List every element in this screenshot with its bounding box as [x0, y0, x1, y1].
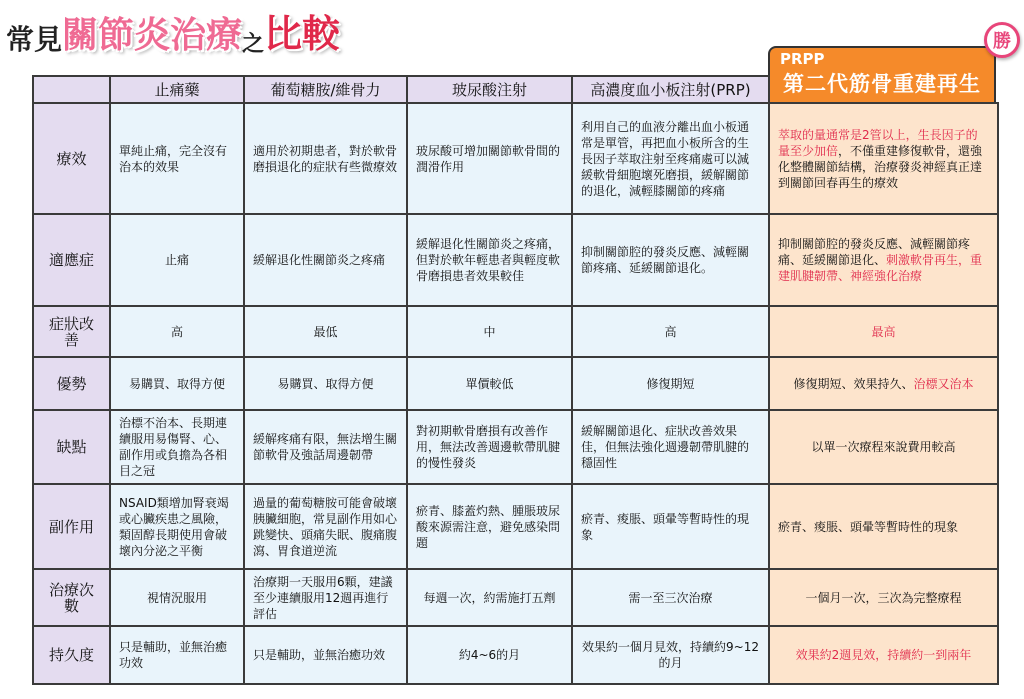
prpp-text: 一個月一次，三次為完整療程	[805, 590, 962, 605]
table-cell: 抑制關節腔的發炎反應、減輕關節疼痛、延緩關節退化。	[572, 214, 769, 306]
prpp-highlight: 治標又治本	[913, 376, 974, 391]
title-part-common: 常見	[6, 23, 63, 56]
table-cell: 緩解疼痛有限，無法增生關節軟骨及強話周邊韌帶	[244, 410, 407, 484]
table-cell: 高	[572, 306, 769, 357]
row-label: 持久度	[33, 626, 110, 684]
prpp-text: 抑制關節腔的發炎反應、減輕關節疼痛、延緩關節退化、	[778, 237, 971, 267]
prpp-cell	[769, 103, 998, 214]
row-label: 治療次數	[33, 569, 110, 626]
table-cell: 需一至三次治療	[572, 569, 769, 626]
table-cell: 只是輔助，並無治癒功效	[110, 626, 244, 684]
prpp-header-small: PRPP	[780, 50, 825, 68]
corner-cell	[33, 76, 110, 103]
table-cell: 只是輔助，並無治癒功效	[244, 626, 407, 684]
table-cell: 適用於初期患者，對於軟骨磨損退化的症狀有些微療效	[244, 103, 407, 214]
title-part-of: 之	[242, 32, 265, 57]
prpp-cell	[769, 357, 998, 410]
prpp-cell	[769, 306, 998, 357]
table-cell: 瘀青、痠脹、頭暈等暫時性的現象	[572, 484, 769, 569]
prpp-cell	[769, 214, 998, 306]
table-cell: 單價較低	[407, 357, 572, 410]
prpp-text: ，不僅重建修復軟骨，還強化整體關節結構，治療發炎神經真正達到關節回春再生的療效	[778, 143, 983, 190]
table-cell: 易購買、取得方便	[110, 357, 244, 410]
table-row	[33, 410, 998, 484]
page-title	[6, 8, 340, 58]
table-cell: 單純止痛，完全沒有治本的效果	[110, 103, 244, 214]
table-cell: 緩解退化性關節炎之疼痛，但對於軟年輕患者與輕度軟骨磨損患者效果較佳	[407, 214, 572, 306]
prpp-highlight: 萃取的量通常是2管以上，生長因子的量至少加倍	[778, 127, 978, 158]
prpp-text: 瘀青、痠脹、頭暈等暫時性的現象	[778, 519, 959, 534]
prpp-cell	[769, 410, 998, 484]
table-cell: 高	[110, 306, 244, 357]
prpp-highlight: 最高	[871, 324, 896, 339]
table-cell: 過量的葡萄糖胺可能會破壞胰臟細胞，常見副作用如心跳變快、頭痛失眠、腹痛腹瀉、胃食道逆流	[244, 484, 407, 569]
header-row	[33, 76, 998, 103]
table-cell: 最低	[244, 306, 407, 357]
table-cell: 治標不治本、長期連續服用易傷腎、心、副作用或負擔為各相目之冠	[110, 410, 244, 484]
row-label: 療效	[33, 103, 110, 214]
table-row	[33, 569, 998, 626]
col-header-prpp	[769, 76, 998, 103]
row-label: 優勢	[33, 357, 110, 410]
table-cell: 利用自己的血液分離出血小板通常是單管，再把血小板所含的生長因子萃取注射至疼痛處可以減緩軟骨細胞壞死磨損，緩解關節的退化，減輕膝關節的疼痛	[572, 103, 769, 214]
row-label: 副作用	[33, 484, 110, 569]
prpp-header-big: 第二代筋骨重建再生	[783, 72, 981, 96]
prpp-text: 以單一次療程來說費用較高	[811, 440, 956, 454]
table-cell: 治療期一天服用6顆，建議至少連續服用12週再進行評估	[244, 569, 407, 626]
prpp-cell	[769, 484, 998, 569]
row-label: 症狀改善	[33, 306, 110, 357]
row-label: 適應症	[33, 214, 110, 306]
table-cell: 玻尿酸可增加關節軟骨間的潤滑作用	[407, 103, 572, 214]
table-row	[33, 306, 998, 357]
prpp-cell	[769, 569, 998, 626]
table-cell: 修復期短	[572, 357, 769, 410]
table-row	[33, 484, 998, 569]
table-cell: 緩解關節退化、症狀改善效果佳，但無法強化週邊韌帶肌腱的穩固性	[572, 410, 769, 484]
title-part-compare: 比較	[264, 12, 341, 56]
table-cell: 對初期軟骨磨損有改善作用，無法改善週邊軟帶肌腱的慢性發炎	[407, 410, 572, 484]
col-header-hyaluronic: 玻尿酸注射	[407, 76, 572, 103]
table-cell: 約4~6的月	[407, 626, 572, 684]
table-cell: 視情況服用	[110, 569, 244, 626]
table-row	[33, 357, 998, 410]
table-cell: 易購買、取得方便	[244, 357, 407, 410]
table-cell: 止痛	[110, 214, 244, 306]
col-header-glucosamine: 葡萄糖胺/維骨力	[244, 76, 407, 103]
comparison-table	[32, 75, 999, 685]
prpp-text: 修復期短、效果持久、	[793, 376, 914, 391]
table-cell: NSAID類增加腎衰竭或心臟疾患之風險，類固醇長期使用會破壞內分泌之平衡	[110, 484, 244, 569]
win-badge: 勝	[984, 22, 1020, 58]
title-part-treatment: 關節炎治療	[62, 15, 243, 56]
table-cell: 緩解退化性關節炎之疼痛	[244, 214, 407, 306]
prpp-cell	[769, 626, 998, 684]
prpp-highlight: 效果約2週見效，持續約一到兩年	[795, 648, 972, 662]
table-cell: 效果約一個月見效，持續約9~12的月	[572, 626, 769, 684]
col-header-painkiller: 止痛藥	[110, 76, 244, 103]
table-row	[33, 214, 998, 306]
col-header-prp: 高濃度血小板注射(PRP)	[572, 76, 769, 103]
table-row	[33, 103, 998, 214]
prpp-highlight: 刺激軟骨再生，重建肌腱韌帶、神經強化治療	[778, 253, 983, 283]
table-cell: 每週一次，約需施打五劑	[407, 569, 572, 626]
row-label: 缺點	[33, 410, 110, 484]
table-cell: 中	[407, 306, 572, 357]
table-cell: 瘀青、膝蓋灼熱、腫脹玻尿酸來源需注意，避免感染問題	[407, 484, 572, 569]
table-row	[33, 626, 998, 684]
